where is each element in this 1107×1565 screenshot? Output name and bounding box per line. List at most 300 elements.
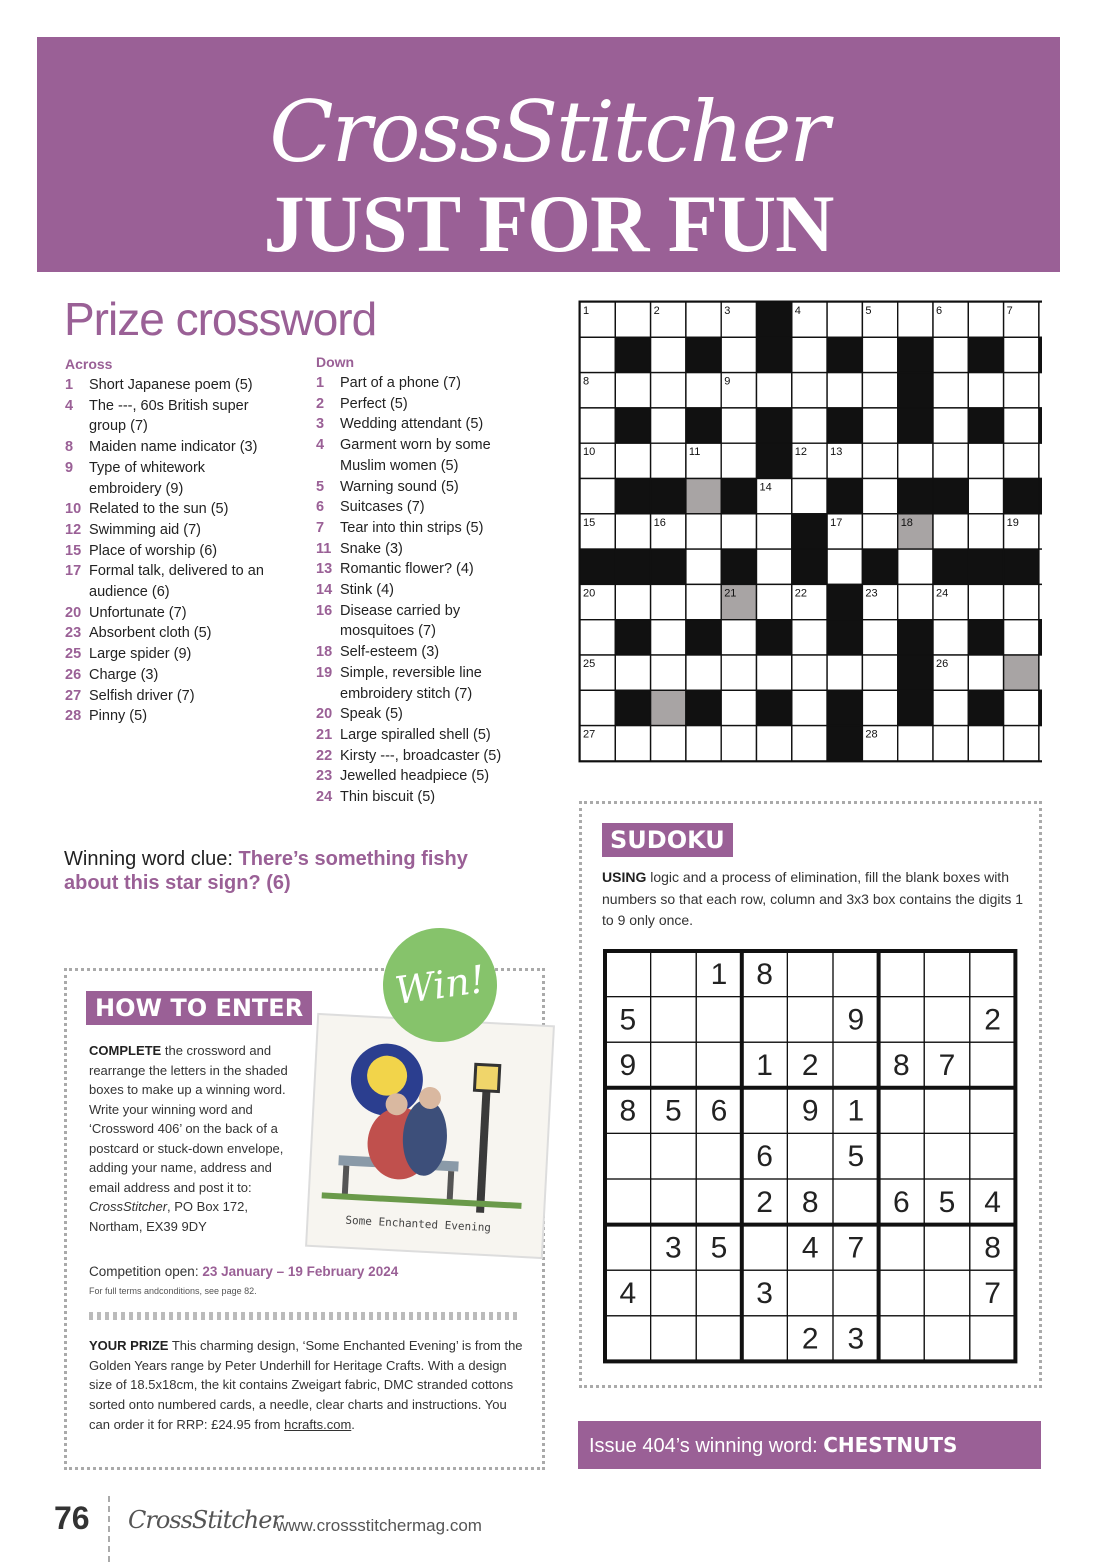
terms-note: For full terms andconditions, see page 82. bbox=[89, 1286, 257, 1296]
crossword-cell[interactable] bbox=[686, 584, 721, 619]
sudoku-given: 8 bbox=[756, 957, 773, 991]
crossword-number: 9 bbox=[724, 375, 731, 388]
crossword-cell[interactable] bbox=[827, 302, 862, 337]
crossword-cell[interactable] bbox=[580, 337, 615, 372]
clue-text: Type of whitework embroidery (9) bbox=[89, 459, 206, 497]
sudoku-given: 6 bbox=[893, 1185, 910, 1219]
across-clue bbox=[65, 706, 280, 727]
clue-number: 25 bbox=[65, 646, 82, 663]
win-badge: Win! bbox=[376, 921, 505, 1050]
clue-text: Selfish driver (7) bbox=[89, 687, 195, 704]
clue-number: 2 bbox=[316, 395, 325, 412]
clue-number: 4 bbox=[65, 397, 74, 414]
crossword-cell[interactable] bbox=[968, 514, 1003, 549]
crossword-cell[interactable] bbox=[651, 584, 686, 619]
clue-text: Maiden name indicator (3) bbox=[89, 439, 258, 456]
crossword-block bbox=[898, 655, 933, 690]
clue-text: Snake (3) bbox=[340, 540, 403, 557]
clue-number: 14 bbox=[316, 582, 333, 599]
crossword-cell[interactable] bbox=[1004, 443, 1039, 478]
crossword-number: 8 bbox=[583, 375, 590, 388]
clue-text: Short Japanese poem (5) bbox=[89, 377, 253, 393]
crossword-number: 18 bbox=[900, 516, 913, 529]
crossword-block bbox=[686, 690, 721, 725]
clue-number: 18 bbox=[316, 644, 333, 661]
crossword-block bbox=[827, 690, 862, 725]
crossword-block bbox=[757, 337, 792, 372]
crossword-cell[interactable] bbox=[615, 514, 650, 549]
sudoku-given: 3 bbox=[756, 1277, 773, 1311]
crossword-cell[interactable] bbox=[862, 620, 897, 655]
crossword-cell[interactable] bbox=[721, 408, 756, 443]
clue-text: Tear into thin strips (5) bbox=[340, 519, 484, 536]
sudoku-given: 7 bbox=[938, 1049, 956, 1083]
sudoku-lead: USING bbox=[602, 869, 647, 885]
sudoku-given: 6 bbox=[756, 1140, 773, 1174]
crossword-cell[interactable] bbox=[686, 514, 721, 549]
crossword-cell[interactable] bbox=[898, 726, 933, 761]
crossword-shaded-cell[interactable] bbox=[1004, 655, 1039, 690]
clue-text: Formal talk, delivered to an audience (6) bbox=[89, 563, 264, 601]
clue-text: Related to the sun (5) bbox=[89, 501, 229, 518]
clue-number: 12 bbox=[65, 521, 82, 538]
crossword-number: 10 bbox=[583, 446, 596, 459]
clue-number: 4 bbox=[316, 437, 325, 454]
sudoku-given: 9 bbox=[801, 1094, 819, 1128]
crossword-cell[interactable] bbox=[580, 479, 615, 514]
down-clue bbox=[316, 642, 516, 663]
crossword-cell[interactable] bbox=[862, 373, 897, 408]
sudoku-given: 2 bbox=[801, 1049, 819, 1083]
crossword-number: 19 bbox=[1006, 516, 1019, 529]
footer-logo: CrossStitcher bbox=[128, 1506, 282, 1534]
crossword-cell[interactable] bbox=[898, 584, 933, 619]
clue-text: Absorbent cloth (5) bbox=[89, 625, 212, 642]
crossword-number: 1 bbox=[583, 305, 590, 317]
clue-number: 19 bbox=[316, 664, 333, 681]
crossword-cell[interactable] bbox=[757, 549, 792, 584]
clue-number: 16 bbox=[316, 602, 333, 619]
down-clue bbox=[316, 704, 516, 725]
crossword-cell[interactable] bbox=[615, 726, 650, 761]
entry-address: , PO Box 172, Northam, EX39 9DY bbox=[89, 1199, 248, 1234]
crossword-cell[interactable] bbox=[615, 443, 650, 478]
clue-text: Large spiralled shell (5) bbox=[340, 726, 491, 743]
crossword-cell[interactable] bbox=[757, 373, 792, 408]
down-heading: Down bbox=[316, 354, 355, 370]
crossword-cell[interactable] bbox=[1004, 726, 1039, 761]
crossword-cell[interactable] bbox=[862, 655, 897, 690]
crossword-shaded-cell[interactable] bbox=[651, 690, 686, 725]
crossword-cell[interactable] bbox=[933, 337, 968, 372]
clue-number: 27 bbox=[65, 687, 82, 704]
crossword-block bbox=[1039, 620, 1042, 655]
crossword-block bbox=[757, 302, 792, 337]
crossword-cell[interactable] bbox=[757, 514, 792, 549]
crossword-cell[interactable] bbox=[721, 690, 756, 725]
clue-number: 22 bbox=[316, 747, 333, 764]
crossword-cell[interactable] bbox=[686, 726, 721, 761]
across-clue bbox=[65, 603, 280, 624]
crossword-block bbox=[933, 549, 968, 584]
competition-range: 23 January – 19 February 2024 bbox=[202, 1264, 399, 1279]
crossword-cell[interactable] bbox=[792, 373, 827, 408]
crossword-cell[interactable] bbox=[757, 584, 792, 619]
crossword-block bbox=[827, 620, 862, 655]
crossword-cell[interactable] bbox=[651, 443, 686, 478]
crossword-block bbox=[968, 337, 1003, 372]
crossword-cell[interactable] bbox=[651, 337, 686, 372]
crossword-cell[interactable] bbox=[580, 408, 615, 443]
crossword-cell[interactable] bbox=[651, 620, 686, 655]
crossword-cell[interactable] bbox=[792, 479, 827, 514]
crossword-block bbox=[686, 408, 721, 443]
crossword-number: 22 bbox=[794, 587, 808, 600]
down-clues bbox=[316, 373, 516, 808]
crossword-number: 7 bbox=[1006, 305, 1013, 317]
crossword-cell[interactable] bbox=[1039, 373, 1042, 408]
crossword-block bbox=[1004, 549, 1039, 584]
sudoku-given: 4 bbox=[984, 1185, 1001, 1219]
crossword-cell[interactable] bbox=[615, 373, 650, 408]
across-clue bbox=[65, 396, 280, 437]
crossword-number: 5 bbox=[865, 305, 872, 317]
clue-text: Swimming aid (7) bbox=[89, 521, 201, 538]
clue-text: Unfortunate (7) bbox=[89, 604, 187, 621]
footer-url[interactable]: www.crossstitchermag.com bbox=[276, 1516, 482, 1535]
crossword-cell[interactable] bbox=[862, 443, 897, 478]
down-clue bbox=[316, 518, 516, 539]
prize-body: This charming design, ‘Some Enchanted Evening’ is from the Golden Years range by Peter Underhill for Heritage Crafts. With a design size of 18.5x18cm, the kit contains Zweigart fabric, DMC stranded cottons sorted onto numbered cards, a needle, clear charts and instructions. You can order it for RRP: £24.95 from bbox=[89, 1338, 523, 1432]
crossword-block bbox=[898, 690, 933, 725]
clue-number: 13 bbox=[316, 561, 333, 578]
clue-text: Disease carried by mosquitoes (7) bbox=[340, 602, 461, 640]
clue-number: 6 bbox=[316, 499, 325, 516]
crossword-block bbox=[580, 549, 615, 584]
crossword-cell[interactable] bbox=[862, 408, 897, 443]
crossword-cell[interactable] bbox=[686, 302, 721, 337]
crossword-block bbox=[615, 408, 650, 443]
crossword-cell[interactable] bbox=[933, 690, 968, 725]
sudoku-heading: SUDOKU bbox=[602, 823, 733, 857]
sudoku-given: 5 bbox=[665, 1094, 682, 1128]
section-title: JUST FOR FUN bbox=[263, 178, 834, 269]
crossword-shaded-cell[interactable] bbox=[686, 479, 721, 514]
sudoku-given: 1 bbox=[756, 1049, 773, 1083]
crossword-number: 23 bbox=[865, 587, 878, 600]
crossword-cell[interactable] bbox=[968, 479, 1003, 514]
clue-text: Warning sound (5) bbox=[340, 478, 459, 495]
crossword-cell[interactable] bbox=[827, 655, 862, 690]
clue-number: 3 bbox=[316, 416, 325, 433]
crossword-cell[interactable] bbox=[1004, 690, 1039, 725]
down-clue bbox=[316, 725, 516, 746]
crossword-block bbox=[827, 479, 862, 514]
crossword-block bbox=[968, 549, 1003, 584]
sudoku-given: 3 bbox=[847, 1322, 865, 1356]
clue-number: 11 bbox=[316, 540, 332, 557]
clue-number: 1 bbox=[316, 375, 325, 391]
crossword-cell[interactable] bbox=[862, 479, 897, 514]
artwork-caption: Some Enchanted Evening bbox=[345, 1213, 492, 1235]
crossword-cell[interactable] bbox=[933, 408, 968, 443]
crossword-cell[interactable] bbox=[1004, 408, 1039, 443]
crossword-block bbox=[757, 690, 792, 725]
crossword-cell[interactable] bbox=[933, 514, 968, 549]
down-clue bbox=[316, 435, 516, 476]
across-clue bbox=[65, 375, 280, 396]
clue-number: 17 bbox=[65, 563, 82, 580]
clue-number: 1 bbox=[65, 377, 74, 393]
crossword-cell[interactable] bbox=[827, 549, 862, 584]
crossword-cell[interactable] bbox=[651, 655, 686, 690]
crossword-cell[interactable] bbox=[1039, 302, 1042, 337]
crossword-number: 4 bbox=[794, 305, 801, 317]
crossword-cell[interactable] bbox=[792, 655, 827, 690]
crossword-cell[interactable] bbox=[792, 620, 827, 655]
crossword-cell[interactable] bbox=[686, 655, 721, 690]
sudoku-body: logic and a process of elimination, fill the blank boxes with numbers so that each row, column and 3x3 box contains the digits 1 to 9 only once. bbox=[602, 869, 1024, 928]
crossword-block bbox=[686, 620, 721, 655]
across-clue bbox=[65, 541, 280, 562]
down-clue bbox=[316, 766, 516, 787]
clue-number: 23 bbox=[65, 625, 82, 642]
clue-number: 8 bbox=[65, 439, 74, 456]
down-clue bbox=[316, 580, 516, 601]
crossword-block bbox=[933, 479, 968, 514]
how-to-enter-heading: HOW TO ENTER bbox=[86, 991, 312, 1025]
crossword-number: 16 bbox=[653, 516, 666, 529]
crossword-cell[interactable] bbox=[757, 726, 792, 761]
crossword-title: Prize crossword bbox=[64, 293, 377, 345]
crossword-cell[interactable] bbox=[1039, 726, 1042, 761]
crossword-block bbox=[792, 514, 827, 549]
crossword-cell[interactable] bbox=[792, 726, 827, 761]
crossword-block bbox=[898, 337, 933, 372]
crossword-cell[interactable] bbox=[898, 443, 933, 478]
crossword-number: 21 bbox=[724, 587, 737, 600]
crossword-number: 28 bbox=[865, 728, 878, 741]
crossword-cell[interactable] bbox=[933, 726, 968, 761]
across-clue bbox=[65, 499, 280, 520]
crossword-cell[interactable] bbox=[968, 726, 1003, 761]
sudoku-given: 2 bbox=[984, 1003, 1001, 1037]
sudoku-given: 5 bbox=[938, 1185, 956, 1219]
crossword-cell[interactable] bbox=[862, 514, 897, 549]
prize-lead: YOUR PRIZE bbox=[89, 1338, 169, 1353]
across-clue bbox=[65, 644, 280, 665]
crossword-block bbox=[1004, 479, 1039, 514]
crossword-cell[interactable] bbox=[968, 584, 1003, 619]
sudoku-given: 5 bbox=[619, 1003, 637, 1037]
crossword-cell[interactable] bbox=[721, 726, 756, 761]
clue-text: Wedding attendant (5) bbox=[340, 416, 484, 433]
crossword-block bbox=[827, 408, 862, 443]
page-number: 76 bbox=[54, 1500, 90, 1536]
crossword-number: 13 bbox=[830, 446, 843, 459]
crossword-grid bbox=[578, 300, 1042, 764]
crossword-block bbox=[898, 479, 933, 514]
crossword-number: 26 bbox=[936, 658, 949, 670]
crossword-cell[interactable] bbox=[580, 690, 615, 725]
crossword-cell[interactable] bbox=[1039, 549, 1042, 584]
clue-number: 21 bbox=[316, 726, 333, 743]
down-clue bbox=[316, 746, 516, 767]
crossword-cell[interactable] bbox=[615, 302, 650, 337]
clue-text: Romantic flower? (4) bbox=[340, 561, 474, 578]
down-clue bbox=[316, 394, 516, 415]
crossword-cell[interactable] bbox=[721, 655, 756, 690]
competition-dates bbox=[89, 1264, 398, 1279]
footer-divider bbox=[108, 1496, 110, 1562]
crossword-cell[interactable] bbox=[1004, 584, 1039, 619]
crossword-block bbox=[757, 620, 792, 655]
sudoku-given: 5 bbox=[710, 1231, 728, 1265]
across-clue bbox=[65, 561, 280, 602]
clue-text: Jewelled headpiece (5) bbox=[340, 768, 490, 785]
crossword-block bbox=[862, 549, 897, 584]
clue-number: 9 bbox=[65, 459, 74, 476]
sudoku-given: 2 bbox=[756, 1185, 773, 1219]
crossword-block bbox=[721, 549, 756, 584]
crossword-cell[interactable] bbox=[1004, 337, 1039, 372]
sudoku-given: 1 bbox=[710, 957, 728, 991]
crossword-cell[interactable] bbox=[862, 337, 897, 372]
crossword-block bbox=[898, 620, 933, 655]
crossword-cell[interactable] bbox=[792, 690, 827, 725]
clue-number: 5 bbox=[316, 478, 325, 495]
crossword-number: 2 bbox=[653, 305, 660, 317]
prize-link[interactable]: hcrafts.com bbox=[284, 1416, 352, 1432]
crossword-block bbox=[757, 408, 792, 443]
winning-word-clue bbox=[64, 847, 504, 895]
sudoku-given: 5 bbox=[847, 1140, 865, 1174]
crossword-cell[interactable] bbox=[968, 655, 1003, 690]
crossword-cell[interactable] bbox=[615, 655, 650, 690]
crossword-number: 15 bbox=[583, 516, 596, 529]
crossword-cell[interactable] bbox=[862, 690, 897, 725]
crossword-cell[interactable] bbox=[792, 337, 827, 372]
clue-number: 24 bbox=[316, 789, 333, 806]
across-clue bbox=[65, 437, 280, 458]
clue-text: Large spider (9) bbox=[89, 646, 192, 663]
prize-artwork bbox=[300, 1010, 560, 1262]
down-clue bbox=[316, 601, 516, 642]
crossword-number: 11 bbox=[688, 446, 701, 459]
brand-logo: CrossStitcher bbox=[269, 83, 828, 181]
across-clues bbox=[65, 375, 280, 727]
clue-text: Suitcases (7) bbox=[340, 499, 425, 516]
crossword-cell[interactable] bbox=[968, 302, 1003, 337]
crossword-cell[interactable] bbox=[1004, 620, 1039, 655]
crossword-block bbox=[615, 337, 650, 372]
crossword-cell[interactable] bbox=[933, 620, 968, 655]
crossword-cell[interactable] bbox=[1039, 584, 1042, 619]
sudoku-given: 8 bbox=[893, 1049, 910, 1083]
down-clue bbox=[316, 787, 516, 808]
crossword-cell[interactable] bbox=[721, 337, 756, 372]
crossword-cell[interactable] bbox=[721, 620, 756, 655]
crossword-cell[interactable] bbox=[721, 514, 756, 549]
down-clue bbox=[316, 663, 516, 704]
sudoku-given: 2 bbox=[801, 1322, 819, 1356]
sudoku-given: 9 bbox=[847, 1003, 865, 1037]
crossword-block bbox=[615, 690, 650, 725]
crossword-cell[interactable] bbox=[651, 408, 686, 443]
sudoku-instructions bbox=[602, 867, 1027, 932]
crossword-block bbox=[827, 337, 862, 372]
clue-text: Stink (4) bbox=[340, 582, 394, 599]
winning-clue-text: There’s something fishy about this star sign? (6) bbox=[64, 848, 468, 894]
crossword-cell[interactable] bbox=[615, 584, 650, 619]
crossword-cell[interactable] bbox=[757, 655, 792, 690]
crossword-number: 14 bbox=[759, 481, 772, 494]
crossword-cell[interactable] bbox=[651, 726, 686, 761]
clue-text: Self-esteem (3) bbox=[340, 644, 440, 661]
sudoku-given: 7 bbox=[847, 1231, 865, 1265]
crossword-block bbox=[615, 549, 650, 584]
down-clue bbox=[316, 539, 516, 560]
crossword-block bbox=[651, 549, 686, 584]
crossword-block bbox=[615, 479, 650, 514]
clue-number: 15 bbox=[65, 542, 82, 559]
crossword-cell[interactable] bbox=[898, 302, 933, 337]
crossword-block bbox=[898, 373, 933, 408]
down-clue bbox=[316, 373, 516, 394]
prize-end: . bbox=[351, 1416, 355, 1432]
crossword-number: 12 bbox=[794, 446, 808, 459]
crossword-cell[interactable] bbox=[1004, 373, 1039, 408]
crossword-cell[interactable] bbox=[933, 443, 968, 478]
crossword-cell[interactable] bbox=[792, 408, 827, 443]
crossword-cell[interactable] bbox=[686, 549, 721, 584]
crossword-cell[interactable] bbox=[827, 373, 862, 408]
crossword-cell[interactable] bbox=[686, 373, 721, 408]
sudoku-given: 8 bbox=[984, 1231, 1001, 1265]
sudoku-given: 7 bbox=[984, 1277, 1001, 1311]
down-clue bbox=[316, 559, 516, 580]
header-banner bbox=[37, 37, 1060, 272]
crossword-cell[interactable] bbox=[933, 373, 968, 408]
crossword-cell[interactable] bbox=[968, 373, 1003, 408]
prize-description bbox=[89, 1336, 525, 1435]
sudoku-given: 3 bbox=[665, 1231, 682, 1265]
crossword-cell[interactable] bbox=[968, 443, 1003, 478]
crossword-cell[interactable] bbox=[580, 620, 615, 655]
clue-number: 23 bbox=[316, 768, 333, 785]
crossword-block bbox=[651, 479, 686, 514]
crossword-block bbox=[968, 620, 1003, 655]
crossword-cell[interactable] bbox=[1039, 514, 1042, 549]
entry-instructions bbox=[89, 1041, 301, 1236]
issue-winning-word: CHESTNUTS bbox=[823, 1433, 958, 1457]
crossword-block bbox=[1039, 479, 1042, 514]
crossword-cell[interactable] bbox=[721, 443, 756, 478]
crossword-block bbox=[757, 443, 792, 478]
clue-number: 7 bbox=[316, 519, 325, 536]
issue-label: Issue 404’s winning word: bbox=[589, 1435, 818, 1457]
sudoku-given: 9 bbox=[619, 1049, 637, 1083]
crossword-cell[interactable] bbox=[651, 373, 686, 408]
clue-text: Perfect (5) bbox=[340, 395, 408, 412]
across-heading: Across bbox=[65, 356, 113, 372]
crossword-cell[interactable] bbox=[1039, 443, 1042, 478]
competition-label: Competition open: bbox=[89, 1264, 199, 1279]
crossword-cell[interactable] bbox=[1039, 655, 1042, 690]
crossword-block bbox=[1039, 408, 1042, 443]
crossword-block bbox=[827, 584, 862, 619]
crossword-cell[interactable] bbox=[898, 549, 933, 584]
